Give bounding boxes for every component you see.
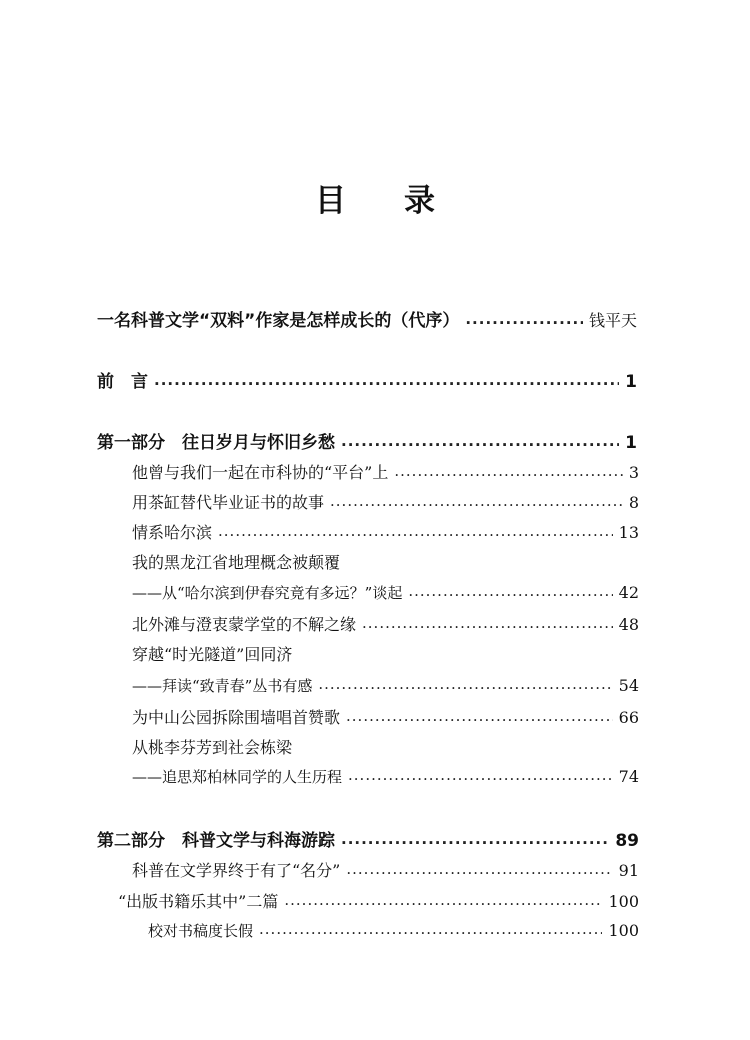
toc-entry-foreword[interactable] [97,306,637,331]
toc-page: 89 [615,831,639,851]
dot-leader [465,313,583,330]
title-char-2: 录 [404,183,435,219]
toc-entry-title[interactable]: 从桃李芬芳到社会栋梁 [132,738,293,757]
toc-entry[interactable] [132,490,639,513]
dot-leader [330,495,623,511]
toc-page: 3 [628,463,639,482]
toc-entry-subtitle[interactable] [132,675,639,696]
toc-label: 用茶缸替代毕业证书的故事 [132,493,325,512]
toc-page: 8 [628,493,639,512]
title-char-1: 目 [315,183,346,219]
toc-page: 74 [618,767,639,786]
toc-entry[interactable] [132,858,639,881]
toc-label: 情系哈尔滨 [132,523,213,542]
toc-page: 100 [608,892,639,911]
toc-page: 48 [618,615,639,634]
toc-page: 100 [608,921,639,940]
toc-entry-subsection[interactable] [148,920,639,941]
toc-entry-preface[interactable] [97,367,637,392]
dot-leader [346,710,613,726]
toc-label: ——追思郑柏林同学的人生历程 [132,768,343,786]
dot-leader [318,679,612,694]
toc-entry[interactable] [132,612,639,635]
toc-label: “出版书籍乐其中”二篇 [118,892,279,911]
toc-part-1[interactable] [97,428,637,453]
toc-label: 第一部分 往日岁月与怀旧乡愁 [97,433,335,453]
dot-leader [362,617,613,633]
dot-leader [408,586,612,601]
toc-entry-subtitle[interactable] [132,766,639,787]
toc-entry-title[interactable]: 我的黑龙江省地理概念被颠覆 [132,553,341,572]
dot-leader [346,863,612,879]
toc-label: 北外滩与澄衷蒙学堂的不解之缘 [132,615,357,634]
toc-entry-subtitle[interactable] [132,582,639,603]
toc-entry[interactable] [132,520,639,543]
toc-page: 54 [618,676,639,695]
dot-leader [341,833,609,850]
dot-leader [154,374,619,391]
toc-page: 91 [618,861,639,880]
toc-author: 钱平天 [588,311,637,330]
dot-leader [284,894,602,910]
toc-entry[interactable] [118,889,639,912]
toc-label: 一名科普文学“双料”作家是怎样成长的（代序） [97,311,460,331]
toc-page: 42 [618,583,639,602]
toc-label: ——拜读“致青春”丛书有感 [132,677,313,695]
toc-label: 为中山公园拆除围墙唱首赞歌 [132,708,341,727]
dot-leader [218,525,613,541]
toc-page: 1 [625,433,637,453]
toc-label: 科普在文学界终于有了“名分” [132,861,341,880]
toc-page: 1 [625,372,637,392]
toc-label: ——从“哈尔滨到伊春究竟有多远？”谈起 [132,584,403,602]
dot-leader [394,465,622,481]
toc-label: 他曾与我们一起在市科协的“平台”上 [132,463,389,482]
dot-leader [341,435,619,452]
toc-label: 校对书稿度长假 [148,922,254,940]
dot-leader [348,770,613,785]
toc-label: 前 言 [97,372,148,392]
toc-page: 66 [618,708,639,727]
toc-entry[interactable] [132,705,639,728]
toc-entry-title[interactable]: 穿越“时光隧道”回同济 [132,645,293,664]
toc-part-2[interactable] [97,826,639,851]
toc-page: 13 [618,523,639,542]
toc-entry[interactable] [132,460,639,483]
toc-label: 第二部分 科普文学与科海游踪 [97,831,335,851]
dot-leader [259,924,602,939]
page-title [0,175,750,220]
